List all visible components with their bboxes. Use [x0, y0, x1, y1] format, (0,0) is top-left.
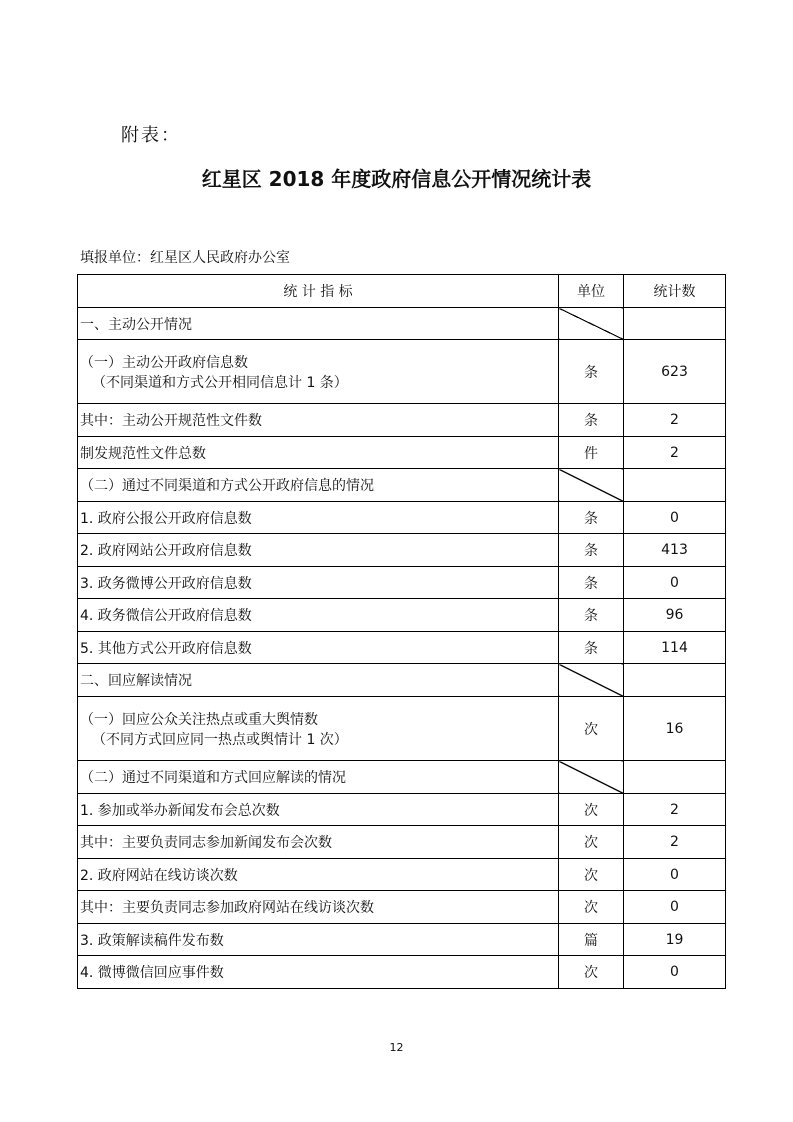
row-unit	[559, 664, 624, 697]
row-value: 0	[624, 859, 726, 891]
header-count: 统计数	[624, 275, 726, 308]
table-row	[78, 826, 726, 859]
row-label: 5. 其他方式公开政府信息数	[78, 632, 559, 664]
table-row	[78, 308, 726, 340]
row-unit: 条	[559, 567, 624, 599]
row-label: 一、主动公开情况	[78, 308, 559, 340]
row-label-cell	[78, 340, 559, 404]
row-unit: 条	[559, 534, 624, 567]
row-label: 1. 政府公报公开政府信息数	[78, 502, 559, 534]
row-unit: 次	[559, 826, 624, 859]
row-value: 2	[624, 794, 726, 826]
table-row	[78, 599, 726, 632]
row-unit	[559, 308, 624, 340]
row-value: 2	[624, 826, 726, 859]
table-row	[78, 697, 726, 761]
statistics-table	[77, 274, 726, 989]
row-unit	[559, 761, 624, 794]
table-row	[78, 794, 726, 826]
row-unit: 条	[559, 340, 624, 404]
table-row	[78, 469, 726, 502]
header-indicator: 统 计 指 标	[78, 275, 559, 308]
table-header-row	[78, 275, 726, 308]
row-value	[624, 761, 726, 794]
row-value	[624, 664, 726, 697]
row-label: 2. 政府网站在线访谈次数	[78, 859, 559, 891]
row-unit: 件	[559, 437, 624, 469]
row-label-cell	[78, 697, 559, 761]
row-value: 2	[624, 404, 726, 437]
row-unit: 条	[559, 632, 624, 664]
row-value: 2	[624, 437, 726, 469]
row-value: 0	[624, 502, 726, 534]
row-label: （二）通过不同渠道和方式公开政府信息的情况	[78, 469, 559, 502]
row-sublabel: （不同方式回应同一热点或舆情计 1 次）	[92, 731, 348, 748]
row-label: （二）通过不同渠道和方式回应解读的情况	[78, 761, 559, 794]
row-value: 0	[624, 956, 726, 989]
table-row	[78, 340, 726, 404]
table-row	[78, 761, 726, 794]
row-value: 16	[624, 697, 726, 761]
row-value: 114	[624, 632, 726, 664]
table-row	[78, 859, 726, 891]
row-label: 3. 政策解读稿件发布数	[78, 924, 559, 956]
filler-unit: 填报单位：红星区人民政府办公室	[80, 250, 290, 266]
table-row	[78, 534, 726, 567]
row-value: 0	[624, 567, 726, 599]
row-value: 623	[624, 340, 726, 404]
table-row	[78, 891, 726, 924]
row-label: 4. 微博微信回应事件数	[78, 956, 559, 989]
row-label: （一）回应公众关注热点或重大舆情数	[80, 711, 318, 728]
row-unit: 次	[559, 859, 624, 891]
row-value	[624, 308, 726, 340]
row-unit: 次	[559, 697, 624, 761]
table-row	[78, 567, 726, 599]
row-unit: 条	[559, 502, 624, 534]
row-label: 其中：主要负责同志参加新闻发布会次数	[78, 826, 559, 859]
row-label: （一）主动公开政府信息数	[80, 354, 248, 371]
row-unit: 次	[559, 794, 624, 826]
row-unit: 条	[559, 599, 624, 632]
page-title: 红星区 2018 年度政府信息公开情况统计表	[201, 167, 592, 191]
table-row	[78, 632, 726, 664]
row-value: 19	[624, 924, 726, 956]
row-value	[624, 469, 726, 502]
row-sublabel: （不同渠道和方式公开相同信息计 1 条）	[92, 374, 348, 391]
header-unit: 单位	[559, 275, 624, 308]
table-row	[78, 404, 726, 437]
row-value: 96	[624, 599, 726, 632]
row-label: 2. 政府网站公开政府信息数	[78, 534, 559, 567]
table-row	[78, 502, 726, 534]
row-unit	[559, 469, 624, 502]
row-label: 3. 政务微博公开政府信息数	[78, 567, 559, 599]
annex-label: 附表：	[121, 125, 181, 146]
row-label: 其中：主要负责同志参加政府网站在线访谈次数	[78, 891, 559, 924]
row-value: 0	[624, 891, 726, 924]
table-row	[78, 956, 726, 989]
row-value: 413	[624, 534, 726, 567]
row-unit: 篇	[559, 924, 624, 956]
table-row	[78, 924, 726, 956]
row-unit: 次	[559, 956, 624, 989]
row-label: 4. 政务微信公开政府信息数	[78, 599, 559, 632]
table-row	[78, 437, 726, 469]
page-number: 12	[389, 1041, 404, 1054]
row-label: 1. 参加或举办新闻发布会总次数	[78, 794, 559, 826]
row-label: 二、回应解读情况	[78, 664, 559, 697]
row-label: 制发规范性文件总数	[78, 437, 559, 469]
row-label: 其中：主动公开规范性文件数	[78, 404, 559, 437]
row-unit: 次	[559, 891, 624, 924]
table-row	[78, 664, 726, 697]
row-unit: 条	[559, 404, 624, 437]
